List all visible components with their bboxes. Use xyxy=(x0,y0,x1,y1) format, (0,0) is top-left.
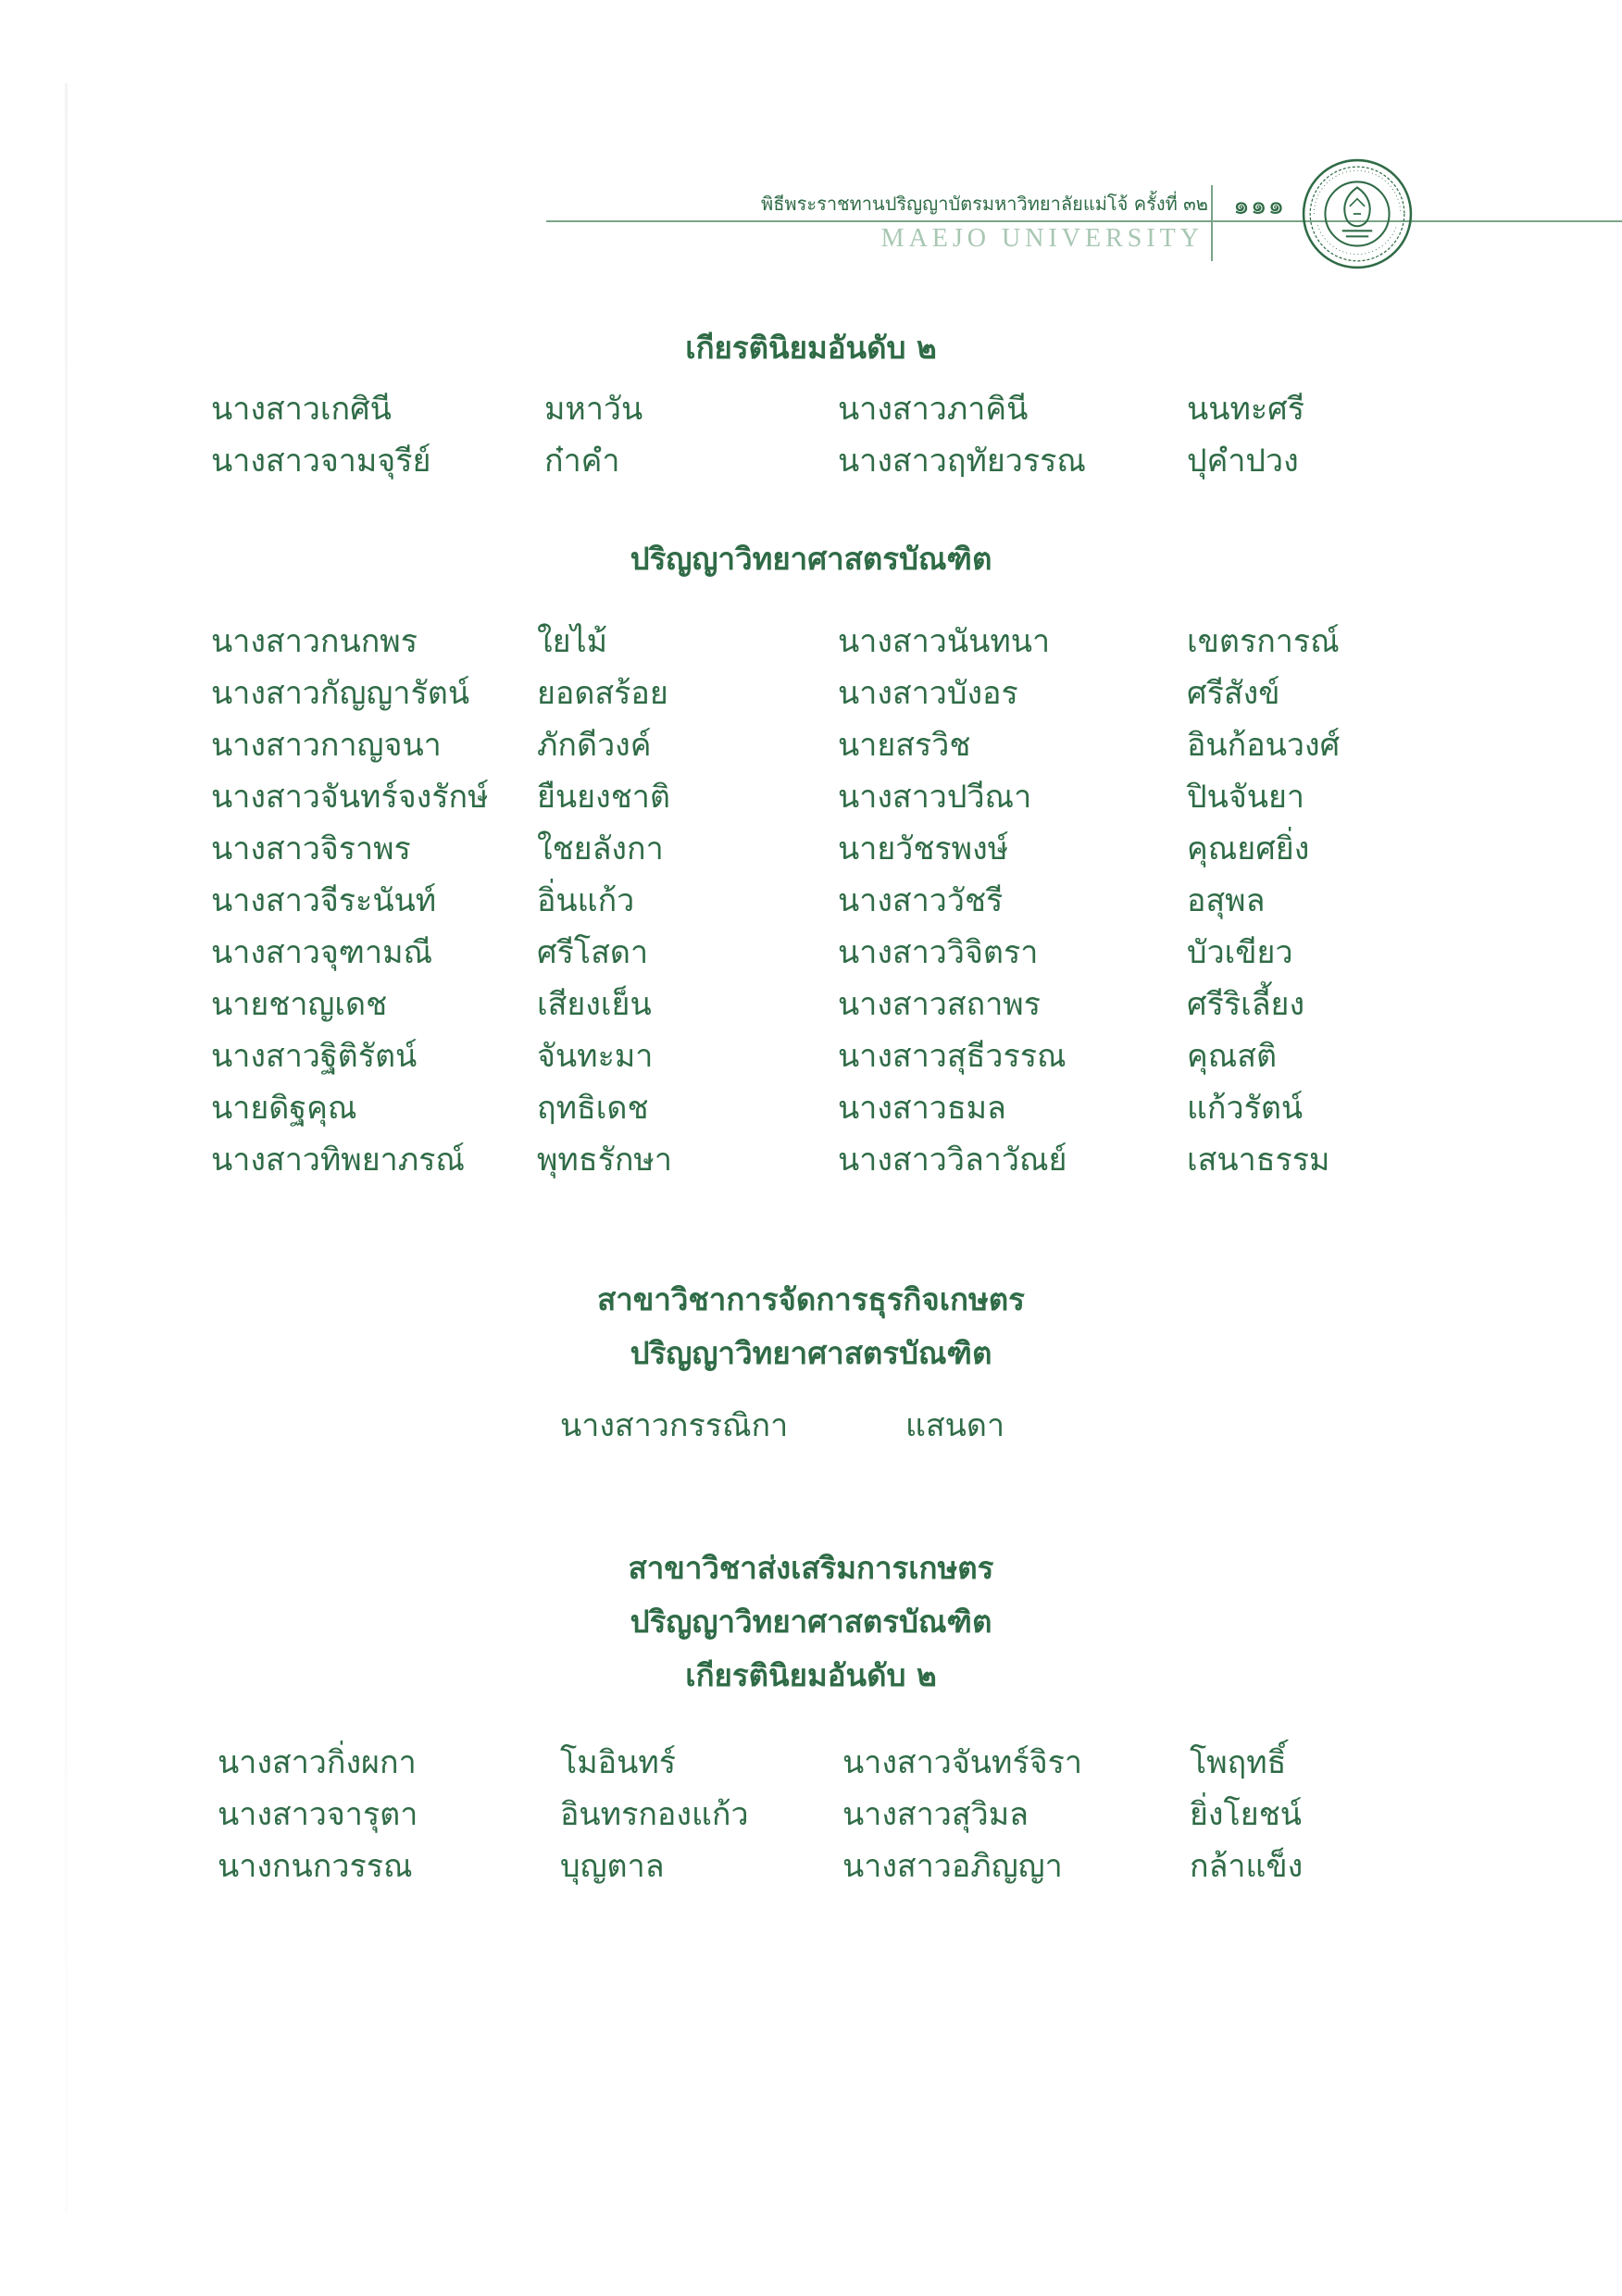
graduate-first-name: นางสาวจารุตา xyxy=(218,1796,418,1833)
graduate-last-name: ศรีโสดา xyxy=(537,934,649,971)
graduate-first-name: นางสาววิจิตรา xyxy=(838,934,1039,971)
graduate-last-name: แก้วรัตน์ xyxy=(1187,1090,1304,1127)
graduate-row xyxy=(0,1082,1622,1134)
graduate-first-name: นางสาวฤทัยวรรณ xyxy=(838,443,1086,480)
graduate-last-name: บุญตาล xyxy=(560,1848,665,1885)
graduate-last-name: อิ่นแก้ว xyxy=(537,882,635,919)
university-seal-icon xyxy=(1301,157,1414,270)
graduate-first-name: นางสาวจันทร์จิรา xyxy=(842,1744,1082,1781)
graduate-last-name: ฤทธิเดช xyxy=(537,1090,649,1127)
section-heading: ปริญญาวิทยาศาสตรบัณฑิต xyxy=(630,1603,992,1640)
graduate-last-name: บัวเขียว xyxy=(1187,934,1293,971)
graduate-first-name: นางสาวกิ่งผกา xyxy=(218,1744,417,1781)
graduate-last-name: เสียงเย็น xyxy=(537,986,652,1023)
section-heading: เกียรตินิยมอันดับ ๒ xyxy=(685,1657,937,1693)
graduate-last-name: เขตรการณ์ xyxy=(1187,623,1340,660)
graduate-last-name: โพฤทธิ์ xyxy=(1190,1744,1287,1781)
section-heading: เกียรตินิยมอันดับ ๒ xyxy=(685,330,937,366)
graduate-last-name: ศรีสังข์ xyxy=(1187,675,1280,712)
graduate-last-name: เสนาธรรม xyxy=(1187,1142,1330,1179)
graduate-first-name: นางสาวกรรณิกา xyxy=(560,1407,789,1444)
graduate-row xyxy=(0,875,1622,927)
graduate-row xyxy=(0,1400,1622,1452)
graduate-last-name: โมอินทร์ xyxy=(560,1744,677,1781)
header-rule xyxy=(546,220,1622,222)
graduate-row xyxy=(0,383,1622,435)
graduate-row xyxy=(0,979,1622,1030)
graduate-first-name: นางสาวจิราพร xyxy=(211,830,411,867)
graduate-last-name: ยืนยงชาติ xyxy=(537,779,670,816)
graduate-first-name: นางสาวกัญญารัตน์ xyxy=(211,675,470,712)
graduate-row xyxy=(0,771,1622,823)
graduate-last-name: ก๋าคำ xyxy=(544,443,620,480)
graduate-first-name: นางสาวจามจุรีย์ xyxy=(211,443,431,480)
graduate-last-name: ปินจันยา xyxy=(1187,779,1305,816)
graduate-last-name: คุณยศยิ่ง xyxy=(1187,830,1310,867)
graduate-last-name: แสนดา xyxy=(905,1407,1005,1444)
graduate-first-name: นางสาวปวีณา xyxy=(838,779,1032,816)
graduate-first-name: นางสาวทิพยาภรณ์ xyxy=(211,1142,465,1179)
graduate-row xyxy=(0,927,1622,979)
header-title: พิธีพระราชทานปริญญาบัตรมหาวิทยาลัยแม่โจ้ ครั้งที่ ๓๒ xyxy=(761,193,1208,215)
graduate-last-name: ใชยลังกา xyxy=(537,830,664,867)
graduate-last-name: จันทะมา xyxy=(537,1038,654,1075)
graduate-first-name: นายชาญเดช xyxy=(211,986,388,1023)
graduate-first-name: นางสาวธมล xyxy=(838,1090,1006,1127)
graduate-last-name: ยิ่งโยชน์ xyxy=(1190,1796,1303,1833)
graduate-first-name: นางสาวกนกพร xyxy=(211,623,418,660)
graduate-first-name: นางสาวกาญจนา xyxy=(211,727,442,764)
graduate-first-name: นางสาวฐิติรัตน์ xyxy=(211,1038,418,1075)
graduate-last-name: อินทรกองแก้ว xyxy=(560,1796,749,1833)
graduate-last-name: ปุคำปวง xyxy=(1187,443,1299,480)
section-heading: ปริญญาวิทยาศาสตรบัณฑิต xyxy=(630,1335,992,1371)
graduate-first-name: นายดิฐคุณ xyxy=(211,1090,357,1127)
graduate-first-name: นางสาวนันทนา xyxy=(838,623,1051,660)
graduate-first-name: นางสาวจุฑามณี xyxy=(211,934,433,971)
section-heading: สาขาวิชาส่งเสริมการเกษตร xyxy=(628,1550,994,1586)
graduate-row xyxy=(0,616,1622,668)
graduate-row xyxy=(0,1030,1622,1082)
graduate-first-name: นางสาวสุธีวรรณ xyxy=(838,1038,1067,1075)
graduate-last-name: กล้าแข็ง xyxy=(1190,1848,1304,1885)
graduate-first-name: นางสาวเกศินี xyxy=(211,391,392,428)
graduate-first-name: นางสาวอภิญญา xyxy=(842,1848,1063,1885)
graduate-first-name: นางสาววัชรี xyxy=(838,882,1004,919)
graduate-last-name: ใยไม้ xyxy=(537,623,608,660)
graduate-row xyxy=(0,1841,1622,1892)
section-heading: สาขาวิชาการจัดการธุรกิจเกษตร xyxy=(597,1281,1025,1317)
university-name: MAEJO UNIVERSITY xyxy=(880,224,1204,253)
graduate-row xyxy=(0,823,1622,875)
graduate-first-name: นางสาวภาคินี xyxy=(838,391,1029,428)
header-divider xyxy=(1211,185,1213,261)
graduate-last-name: ภักดีวงค์ xyxy=(537,727,652,764)
graduate-first-name: นายสรวิช xyxy=(838,727,971,764)
graduate-row xyxy=(0,1737,1622,1789)
graduate-row xyxy=(0,435,1622,487)
graduate-first-name: นางสาวบังอร xyxy=(838,675,1018,712)
graduate-last-name: มหาวัน xyxy=(544,391,643,428)
graduate-first-name: นางสาวสุวิมล xyxy=(842,1796,1029,1833)
graduate-first-name: นางสาวจันทร์จงรักษ์ xyxy=(211,779,489,816)
graduate-last-name: ศรีริเลี้ยง xyxy=(1187,986,1305,1023)
graduate-row xyxy=(0,1789,1622,1841)
graduate-first-name: นางสาวจีระนันท์ xyxy=(211,882,437,919)
graduate-last-name: อสุพล xyxy=(1187,882,1266,919)
graduate-last-name: ยอดสร้อย xyxy=(537,675,668,712)
section-heading: ปริญญาวิทยาศาสตรบัณฑิต xyxy=(630,541,992,577)
page-number: ๑๑๑ xyxy=(1233,190,1286,220)
graduate-row xyxy=(0,1134,1622,1186)
graduate-row xyxy=(0,719,1622,771)
graduate-first-name: นางสาวสถาพร xyxy=(838,986,1041,1023)
graduate-last-name: คุณสติ xyxy=(1187,1038,1278,1075)
graduate-first-name: นางสาววิลาวัณย์ xyxy=(838,1142,1067,1179)
graduate-first-name: นางกนกวรรณ xyxy=(218,1848,413,1885)
graduate-first-name: นายวัชรพงษ์ xyxy=(838,830,1009,867)
graduate-last-name: นนทะศรี xyxy=(1187,391,1305,428)
graduate-last-name: อินก้อนวงศ์ xyxy=(1187,727,1341,764)
graduate-last-name: พุทธรักษา xyxy=(537,1142,672,1179)
graduate-row xyxy=(0,668,1622,719)
